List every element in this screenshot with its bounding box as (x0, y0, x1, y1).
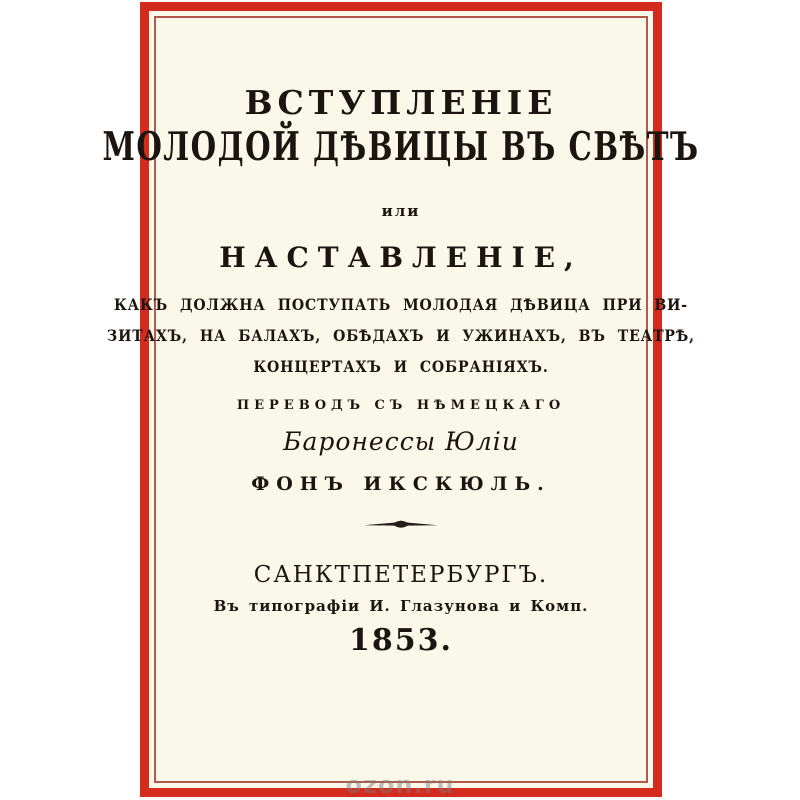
author-name-italic: Баронессы Юліи (283, 427, 519, 456)
description-line-3: КОНЦЕРТАХЪ И СОБРАНІЯХЪ. (253, 357, 549, 376)
translation-note: ПЕРЕВОДЪ СЪ НѢМЕЦКАГО (236, 398, 566, 413)
book-title-line1: ВСТУПЛЕНІЕ (244, 83, 558, 122)
tapered-rule-icon (364, 519, 438, 531)
divider-ornament (149, 519, 653, 531)
book-subtitle: НАСТАВЛЕНІЕ, (219, 241, 583, 274)
author-surname-caps: ФОНЪ ИКСКЮЛЬ. (251, 473, 551, 495)
description-line-2: ЗИТАХЪ, НА БАЛАХЪ, ОБѢДАХЪ И УЖИНАХЪ, ВЪ ТЕАТРѢ, (107, 326, 695, 345)
book-title-line2: МОЛОДОЙ ДѢВИЦЫ ВЪ СВѢТЪ (102, 124, 700, 170)
store-watermark: ozon.ru (345, 771, 455, 799)
description-paragraph (107, 289, 695, 382)
imprint-city: САНКТПЕТЕРБУРГЪ. (253, 562, 549, 588)
title-page-content (102, 11, 700, 788)
imprint-year: 1853. (349, 623, 453, 658)
description-line-1: КАКЪ ДОЛЖНА ПОСТУПАТЬ МОЛОДАЯ ДѢВИЦА ПРИ ВИ- (113, 295, 689, 314)
conjunction-text: или (381, 202, 421, 220)
red-frame-border (102, 2, 700, 797)
imprint-publisher: Въ типографіи И. Глазунова и Комп. (213, 597, 589, 615)
